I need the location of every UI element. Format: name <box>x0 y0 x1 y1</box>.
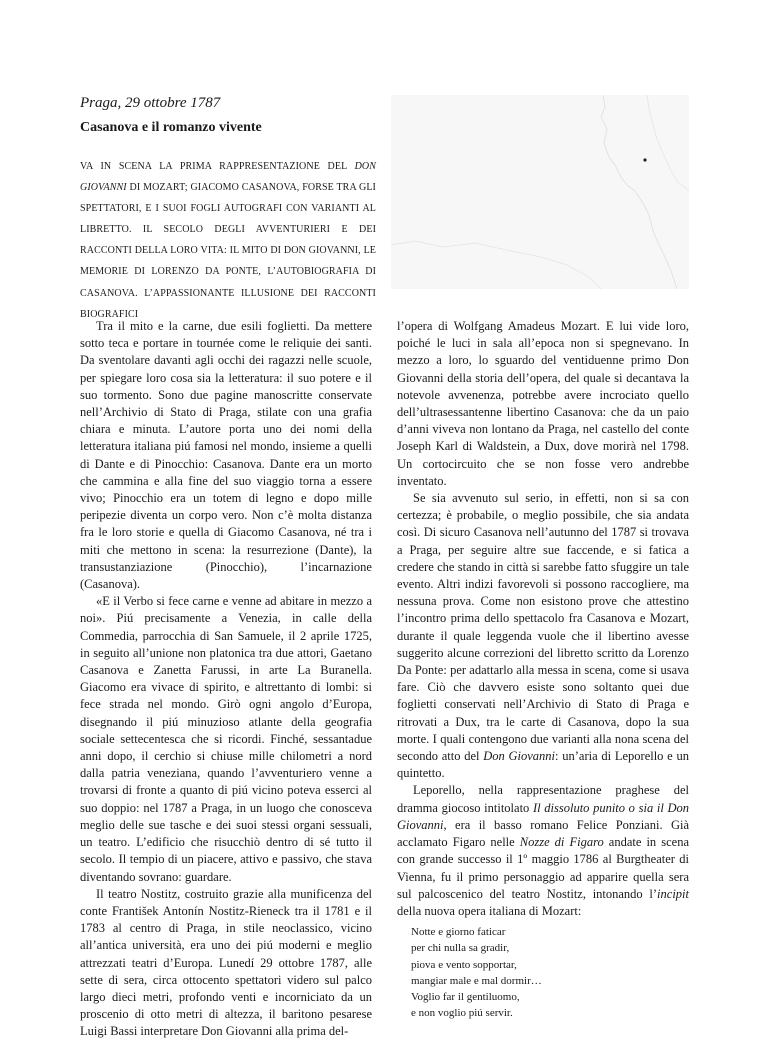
verse-line: Notte e giorno faticar <box>411 926 506 939</box>
chapter-date: Praga, 29 ottobre 1787 <box>80 95 221 111</box>
paragraph: l’opera di Wolfgang Amadeus Mozart. E lui vide loro, poiché le luci in sala all’epoca non si spegnevano. In mezzo a loro, lo sguardo del ventiduenne primo Don Giovanni della storia dell’opera, del quale si decantava la notevole avvenenza, potrebbe avere incrociato quello dell’ultrasessantenne libertino Casanova: che da un paio d’anni viveva non lontano da Praga, nel castello del conte Joseph Karl di Waldstein, a Dux, dove morirà nel 1798. Un cortocircuito che se non fosse vero andrebbe inventato. <box>397 319 689 488</box>
opera-title: Il dissoluto punito o sia il Don Giovanni <box>397 800 689 832</box>
verse-line: Voglio far il gentiluomo, <box>411 990 520 1003</box>
verse-quote <box>411 924 689 1021</box>
chapter-abstract <box>80 156 376 325</box>
text-column-left <box>80 318 372 1041</box>
prague-marker <box>643 158 646 161</box>
abstract-text-1: VA IN SCENA LA PRIMA RAPPRESENTAZIONE DEL <box>80 161 355 172</box>
opera-title: Don Giovanni <box>483 749 556 764</box>
map-figure <box>391 95 689 289</box>
verse-line: mangiar male e mal dormir… <box>411 974 542 987</box>
paragraph <box>397 782 689 920</box>
opera-title: Nozze di Figaro <box>519 835 604 850</box>
text-column-right <box>397 318 689 1021</box>
verse-line: per chi nulla sa gradir, <box>411 942 510 955</box>
verse-line: e non voglio piú servir. <box>411 1007 513 1020</box>
paragraph: «E il Verbo si fece carne e venne ad abitare in mezzo a noi». Piú precisamente a Venezia, in calle della Commedia, parrocchia di San Samuele, il 2 aprile 1725, in seguito all’unione non platonica tra due attori, Gaetano Casanova e Zanetta Farussi, in arte La Buranella. Giacomo era vivace di spirito, e altrettanto di lombi: si fece strada nel mondo. Girò ogni angolo d’Europa, disegnando il piú minuzioso atlante della geografia sociale settecentesca che si ricordi. Finché, sessantadue anni dopo, il cerchio si chiuse mille chilometri a nord dalla patria veneziana, quando l’avventuriero venne a trovarsi di fronte a quanto di piú vicino poteva esserci al suo doppio: nel 1787 a Praga, in un luogo che conosceva meglio delle sue tasche e dei suoi stessi organi sessuali, un teatro. L’edificio che risucchiò dentro di sé tutto il secolo. Il tempio di un piacere, attivo e passivo, che stava diventando sovrano: guardare. <box>80 594 372 884</box>
paragraph-text: : un’aria di Leporello e un quintetto. <box>397 749 689 781</box>
map-outline <box>391 95 689 289</box>
verse-line: piova e vento sopportar, <box>411 958 517 971</box>
paragraph-text: Se sia avvenuto sul serio, in effetti, non si sa con certezza; è probabile, o meglio possibile, che sia andata così. Di sicuro Casanova nell’autunno del 1787 si trovava a Praga, per seguire altre sue faccende, e si fatica a credere che stando in città si sarebbe fatto sfuggire un tale evento. Altri indizi favorevoli si possono raccogliere, ma nessuna prova. Come non esistono prove che attestino l’incontro prima dello spettacolo fra Casanova e Mozart, durante il quale leggenda vuole che il libertino avesse suggerito alcune correzioni del libretto scritto da Lorenzo Da Ponte: per adattarlo alla messa in scena, come si usava fare. Ciò che davvero esiste sono soltanto quei due foglietti conservati nell’Archivio di Stato di Praga e ritrovati a Dux, tra le carte di Casanova, dopo la sua morte. I quali contengono due varianti alla nona scena del secondo atto del <box>397 491 689 764</box>
incipit-word: incipit <box>657 886 689 901</box>
paragraph <box>397 490 689 782</box>
paragraph-text: Leporello, nella rappresentazione praghese del dramma giocoso intitolato <box>397 783 689 815</box>
abstract-text-2: DI MOZART; GIACOMO CASANOVA, FORSE TRA GLI SPETTATORI, E I SUOI FOGLI AUTOGRAFI CON VARIANTI AL LIBRETTO. IL SECOLO DEGLI AVVENTURIERI E DEI RACCONTI DELLA LORO VITA: IL MITO DI DON GIOVANNI, LE MEMORIE DI LORENZO DA PONTE, L’AUTOBIOGRAFIA DI CASANOVA. L’APPASSIONANTE ILLUSIONE DEI RACCONTI BIOGRAFICI <box>80 182 376 320</box>
paragraph-text: andate in scena con grande successo il 1º maggio 1786 al Burgtheater di Vienna, fu il primo personaggio ad apparire quella sera sul palcoscenico del teatro Nostitz, intonando l’ <box>397 835 689 901</box>
abstract-opera-title: DON GIOVANNI <box>80 161 376 194</box>
paragraph-text: della nuova opera italiana di Mozart: <box>397 903 582 918</box>
paragraph-text: , era il basso romano Felice Ponziani. Già acclamato Figaro nelle <box>397 817 689 850</box>
chapter-title: Casanova e il romanzo vivente <box>80 120 262 135</box>
paragraph: Il teatro Nostitz, costruito grazie alla munificenza del conte František Antonín Nostitz-Rieneck tra il 1781 e il 1783 al centro di Praga, in stile neoclassico, vicino all’antica università, era uno dei piú moderni e meglio attrezzati teatri d’Europa. Lunedí 29 ottobre 1787, alle sette di sera, circa ottocento spettatori videro sul palco largo dieci metri, profondo venti e incorniciato da un proscenio di otto metri di altezza, il baritono pesarese Luigi Bassi interpretare Don Giovanni alla prima del- <box>80 886 372 1039</box>
paragraph: Tra il mito e la carne, due esili foglietti. Da mettere sotto teca e portare in tournée come le reliquie dei santi. Da sventolare davanti agli occhi dei ragazzi nelle scuole, per spiegare loro cosa sia la letteratura: il suo potere e il suo tormento. Sono due pagine manoscritte conservate nell’Archivio di Stato di Praga, stilate con una grafia chiara e minuta. L’autore porta uno dei nomi della letteratura italiana piú famosi nel mondo, insieme a quelli di Dante e di Pinocchio: Casanova. Dante era un morto che cammina e alla fine del suo viaggio torna a essere vivo; Pinocchio era un totem di legno e dopo mille peripezie diventa un corpo vero. Non c’è molta distanza fra le loro storie e quella di Giacomo Casanova, né tra i miti che mettono in scena: la resurrezione (Dante), la transustanziazione (Pinocchio), l’incarnazione (Casanova). <box>80 319 372 592</box>
